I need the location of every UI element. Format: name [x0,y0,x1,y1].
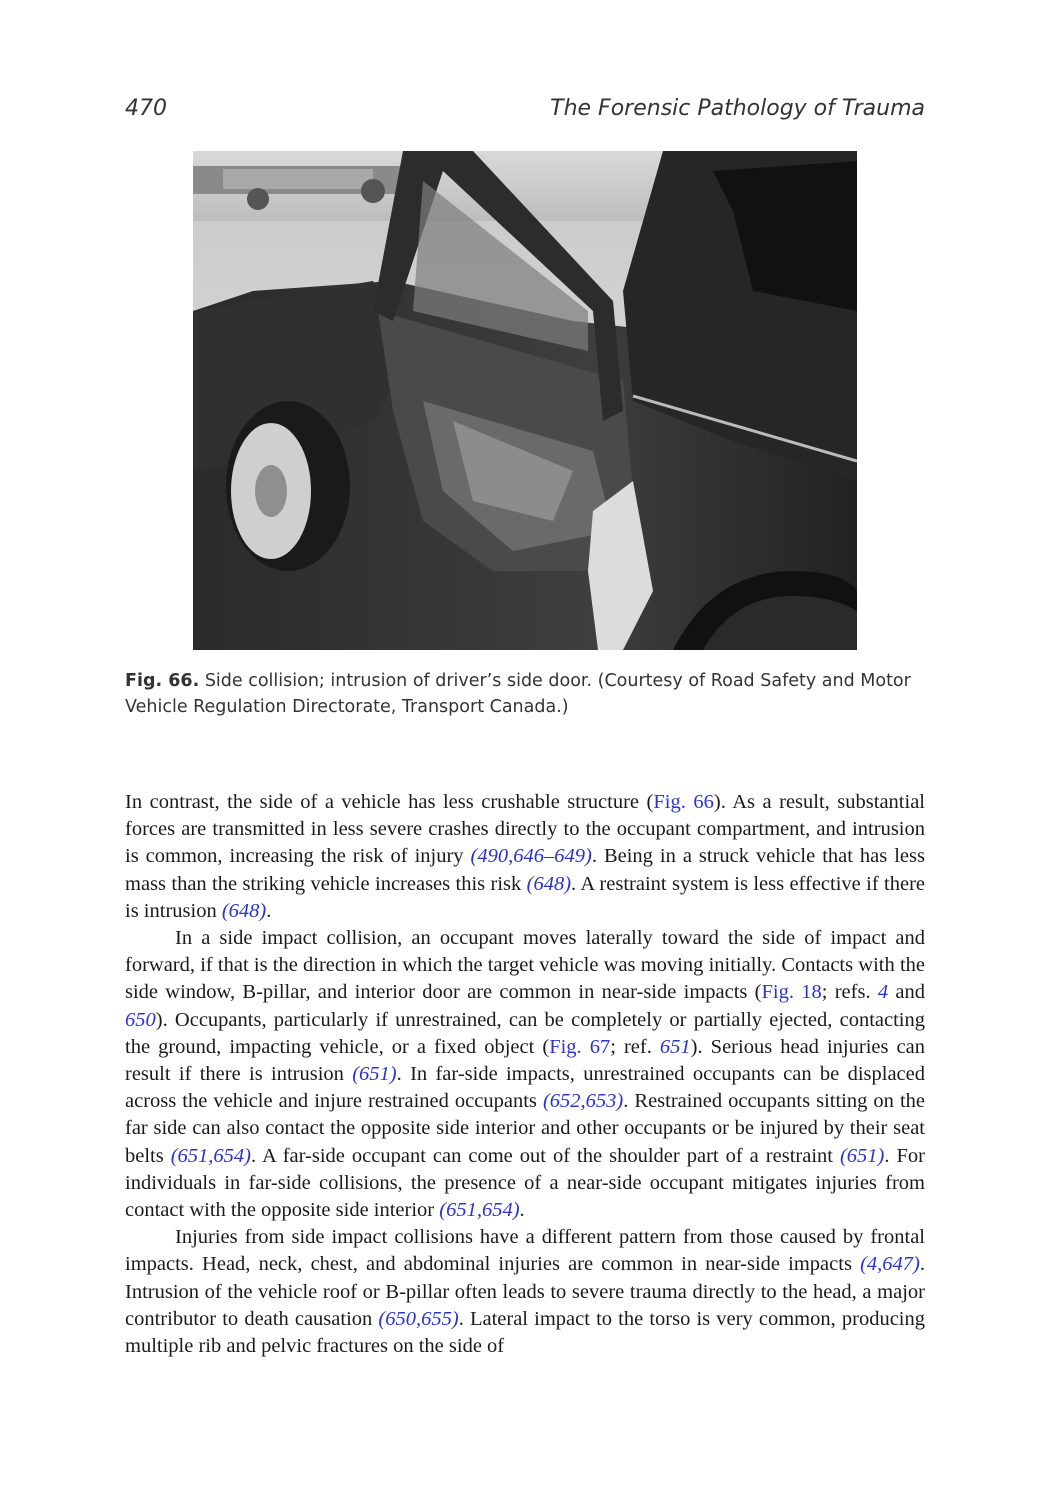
text-run: . Being in a struck vehicle that has less mass than the striking vehicle increases this risk [125,845,925,895]
reference-link[interactable]: (648) [221,899,267,922]
reference-link[interactable]: (648) [526,872,572,895]
reference-link[interactable]: 651 [659,1035,691,1058]
reference-link[interactable]: (651) [352,1063,397,1086]
running-header [125,96,925,130]
text-run: ). As a result, substantial forces are transmitted in less severe crashes directly to the occupant compartment, and intrusion is common, increasing the risk of injury [125,791,925,868]
text-run: ; refs. [821,981,878,1004]
reference-link[interactable]: 4 [877,981,889,1004]
reference-link[interactable]: Fig. 67 [549,1035,611,1058]
text-run: ). Serious head injuries can result if there is intrusion [125,1035,925,1086]
reference-link[interactable]: (490,646–649) [470,845,592,868]
figure-caption-text: Side collision; intrusion of driver’s side door. (Courtesy of Road Safety and Motor Vehicle Regulation Directorate, Transport Canada.) [125,671,911,717]
text-run: . Lateral impact to the torso is very common, producing multiple rib and pelvic fractures on the side of [125,1307,926,1358]
reference-link[interactable]: (652,653) [542,1090,624,1113]
text-run: In contrast, the side of a vehicle has less crushable structure ( [125,791,654,813]
text-run: . Intrusion of the vehicle roof or B-pillar often leads to severe trauma directly to the head, a major contributor to death causation [125,1253,925,1330]
text-run: . A far-side occupant can come out of the shoulder part of a restraint [251,1144,840,1167]
reference-link[interactable]: (651,654) [170,1144,252,1167]
body-paragraph [125,1224,925,1360]
text-run: ). Occupants, particularly if unrestrained, can be completely or partially ejected, contacting the ground, impacting vehicle, or a fixed object ( [125,1008,925,1058]
reference-link[interactable]: (651) [839,1144,885,1167]
reference-link[interactable]: Fig. 66 [653,791,714,813]
running-title: The Forensic Pathology of Trauma [550,96,925,121]
text-run: and [888,981,925,1004]
text-run: Injuries from side impact collisions have a different pattern from those caused by frontal impacts. Head, neck, chest, and abdominal injuries are common in near-side impacts [125,1226,925,1276]
text-run: . For individuals in far-side collisions, the presence of a near-side occupant mitigates injuries from contact with the opposite side interior [125,1144,926,1222]
text-run: . [266,899,272,922]
reference-link[interactable]: Fig. 18 [761,981,822,1004]
figure-label: Fig. 66. [125,671,200,691]
text-run: . In far-side impacts, unrestrained occupants can be displaced across the vehicle and injure restrained occupants [125,1063,925,1113]
text-run: ; ref. [610,1035,660,1058]
body-paragraph [125,789,925,925]
reference-link[interactable]: (4,647) [860,1253,920,1276]
body-paragraph [125,925,925,1224]
figure-photo [193,151,857,650]
reference-link[interactable]: 650 [125,1008,156,1031]
crashed-car-photo [193,151,857,650]
text-run: . [519,1199,525,1222]
text-run: In a side impact collision, an occupant moves laterally toward the side of impact and forward, if that is the direction in which the target vehicle was moving initially. Contacts with the side window, B-pillar, and interior door are common in near-side impacts ( [125,927,925,1004]
text-run: . Restrained occupants sitting on the far side can also contact the opposite side interior and other occupants or be injured by their seat belts [125,1090,925,1167]
page-number: 470 [125,96,167,121]
reference-link[interactable]: (651,654) [439,1199,520,1222]
body-text [125,789,925,1360]
figure-caption [125,668,925,720]
text-run: . A restraint system is less effective if there is intrusion [125,872,925,922]
reference-link[interactable]: (650,655) [378,1307,459,1330]
